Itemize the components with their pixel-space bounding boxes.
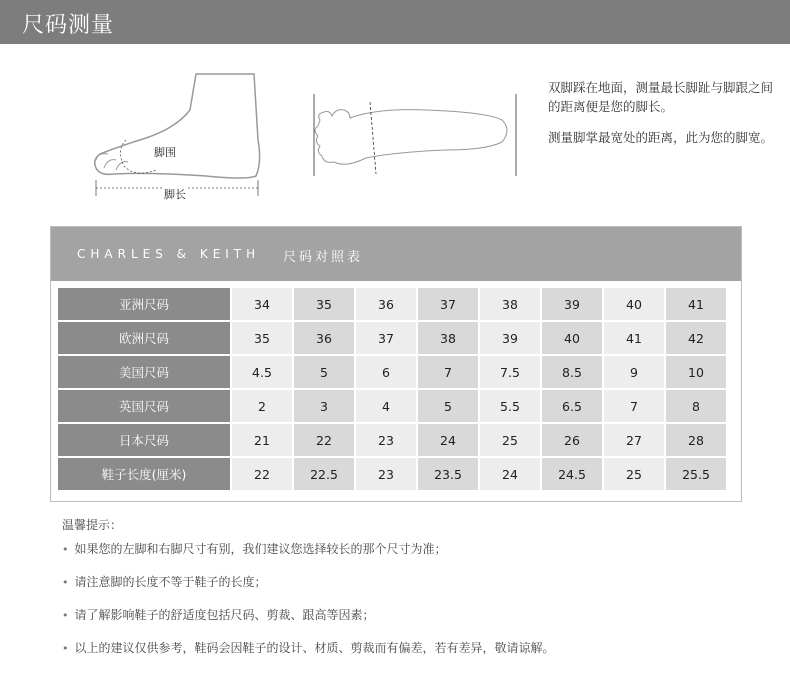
size-cell: 25 — [604, 458, 664, 490]
foot-side-illustration — [86, 70, 266, 205]
size-cell: 23 — [356, 424, 416, 456]
length-label: 脚长 — [164, 188, 186, 201]
size-cell: 6.5 — [542, 390, 602, 422]
size-cell: 7 — [604, 390, 664, 422]
size-chart — [50, 226, 742, 502]
tip-item: • 以上的建议仅供参考，鞋码会因鞋子的设计、材质、剪裁而有偏差，若有差异，敬请谅解。 — [62, 640, 762, 673]
size-cell: 9 — [604, 356, 664, 388]
size-cell: 28 — [666, 424, 726, 456]
row-header: 英国尺码 — [58, 390, 230, 422]
row-header: 日本尺码 — [58, 424, 230, 456]
size-cell: 22 — [294, 424, 354, 456]
size-cell: 2 — [232, 390, 292, 422]
tips-section — [62, 516, 762, 673]
size-cell: 39 — [480, 322, 540, 354]
size-chart-title: 尺码对照表 — [283, 250, 364, 265]
size-cell: 10 — [666, 356, 726, 388]
size-cell: 24 — [418, 424, 478, 456]
size-cell: 26 — [542, 424, 602, 456]
table-row — [58, 390, 726, 422]
table-row — [58, 356, 726, 388]
size-cell: 38 — [418, 322, 478, 354]
girth-label: 脚围 — [154, 146, 176, 159]
size-cell: 38 — [480, 288, 540, 320]
page-title: 尺码测量 — [22, 13, 115, 38]
size-cell: 42 — [666, 322, 726, 354]
page-header — [0, 0, 790, 44]
size-cell: 21 — [232, 424, 292, 456]
size-cell: 34 — [232, 288, 292, 320]
row-header: 鞋子长度(厘米) — [58, 458, 230, 490]
size-cell: 40 — [542, 322, 602, 354]
size-cell: 4.5 — [232, 356, 292, 388]
size-cell: 24.5 — [542, 458, 602, 490]
size-cell: 25 — [480, 424, 540, 456]
size-cell: 8 — [666, 390, 726, 422]
size-table — [56, 286, 728, 492]
size-cell: 41 — [666, 288, 726, 320]
size-cell: 35 — [294, 288, 354, 320]
size-cell: 41 — [604, 322, 664, 354]
size-cell: 7.5 — [480, 356, 540, 388]
size-cell: 36 — [294, 322, 354, 354]
table-row — [58, 458, 726, 490]
tips-label: 温馨提示： — [62, 518, 123, 532]
table-row — [58, 322, 726, 354]
tip-item: • 请了解影响鞋子的舒适度包括尺码、剪裁、跟高等因素； — [62, 607, 762, 640]
size-cell: 37 — [356, 322, 416, 354]
width-instruction: 测量脚掌最宽处的距离，此为您的脚宽。 — [548, 130, 774, 145]
size-cell: 23 — [356, 458, 416, 490]
size-chart-header — [51, 227, 741, 281]
size-cell: 24 — [480, 458, 540, 490]
table-row — [58, 424, 726, 456]
table-row — [58, 288, 726, 320]
size-cell: 8.5 — [542, 356, 602, 388]
row-header: 亚洲尺码 — [58, 288, 230, 320]
size-cell: 39 — [542, 288, 602, 320]
row-header: 欧洲尺码 — [58, 322, 230, 354]
measurement-description — [548, 78, 778, 159]
size-cell: 5 — [294, 356, 354, 388]
size-cell: 27 — [604, 424, 664, 456]
size-cell: 3 — [294, 390, 354, 422]
size-cell: 37 — [418, 288, 478, 320]
size-cell: 35 — [232, 322, 292, 354]
size-cell: 40 — [604, 288, 664, 320]
length-instruction: 双脚踩在地面，测量最长脚趾与脚跟之间的距离便是您的脚长。 — [548, 80, 774, 114]
size-cell: 6 — [356, 356, 416, 388]
tip-item: • 请注意脚的长度不等于鞋子的长度； — [62, 574, 762, 607]
size-cell: 5.5 — [480, 390, 540, 422]
size-cell: 36 — [356, 288, 416, 320]
size-cell: 23.5 — [418, 458, 478, 490]
brand-name: CHARLES & KEITH — [77, 247, 261, 261]
size-cell: 7 — [418, 356, 478, 388]
size-cell: 5 — [418, 390, 478, 422]
foot-top-illustration — [306, 90, 526, 180]
size-cell: 22 — [232, 458, 292, 490]
size-cell: 22.5 — [294, 458, 354, 490]
size-cell: 4 — [356, 390, 416, 422]
tip-item: • 如果您的左脚和右脚尺寸有别，我们建议您选择较长的那个尺寸为准； — [62, 541, 762, 574]
row-header: 美国尺码 — [58, 356, 230, 388]
size-cell: 25.5 — [666, 458, 726, 490]
